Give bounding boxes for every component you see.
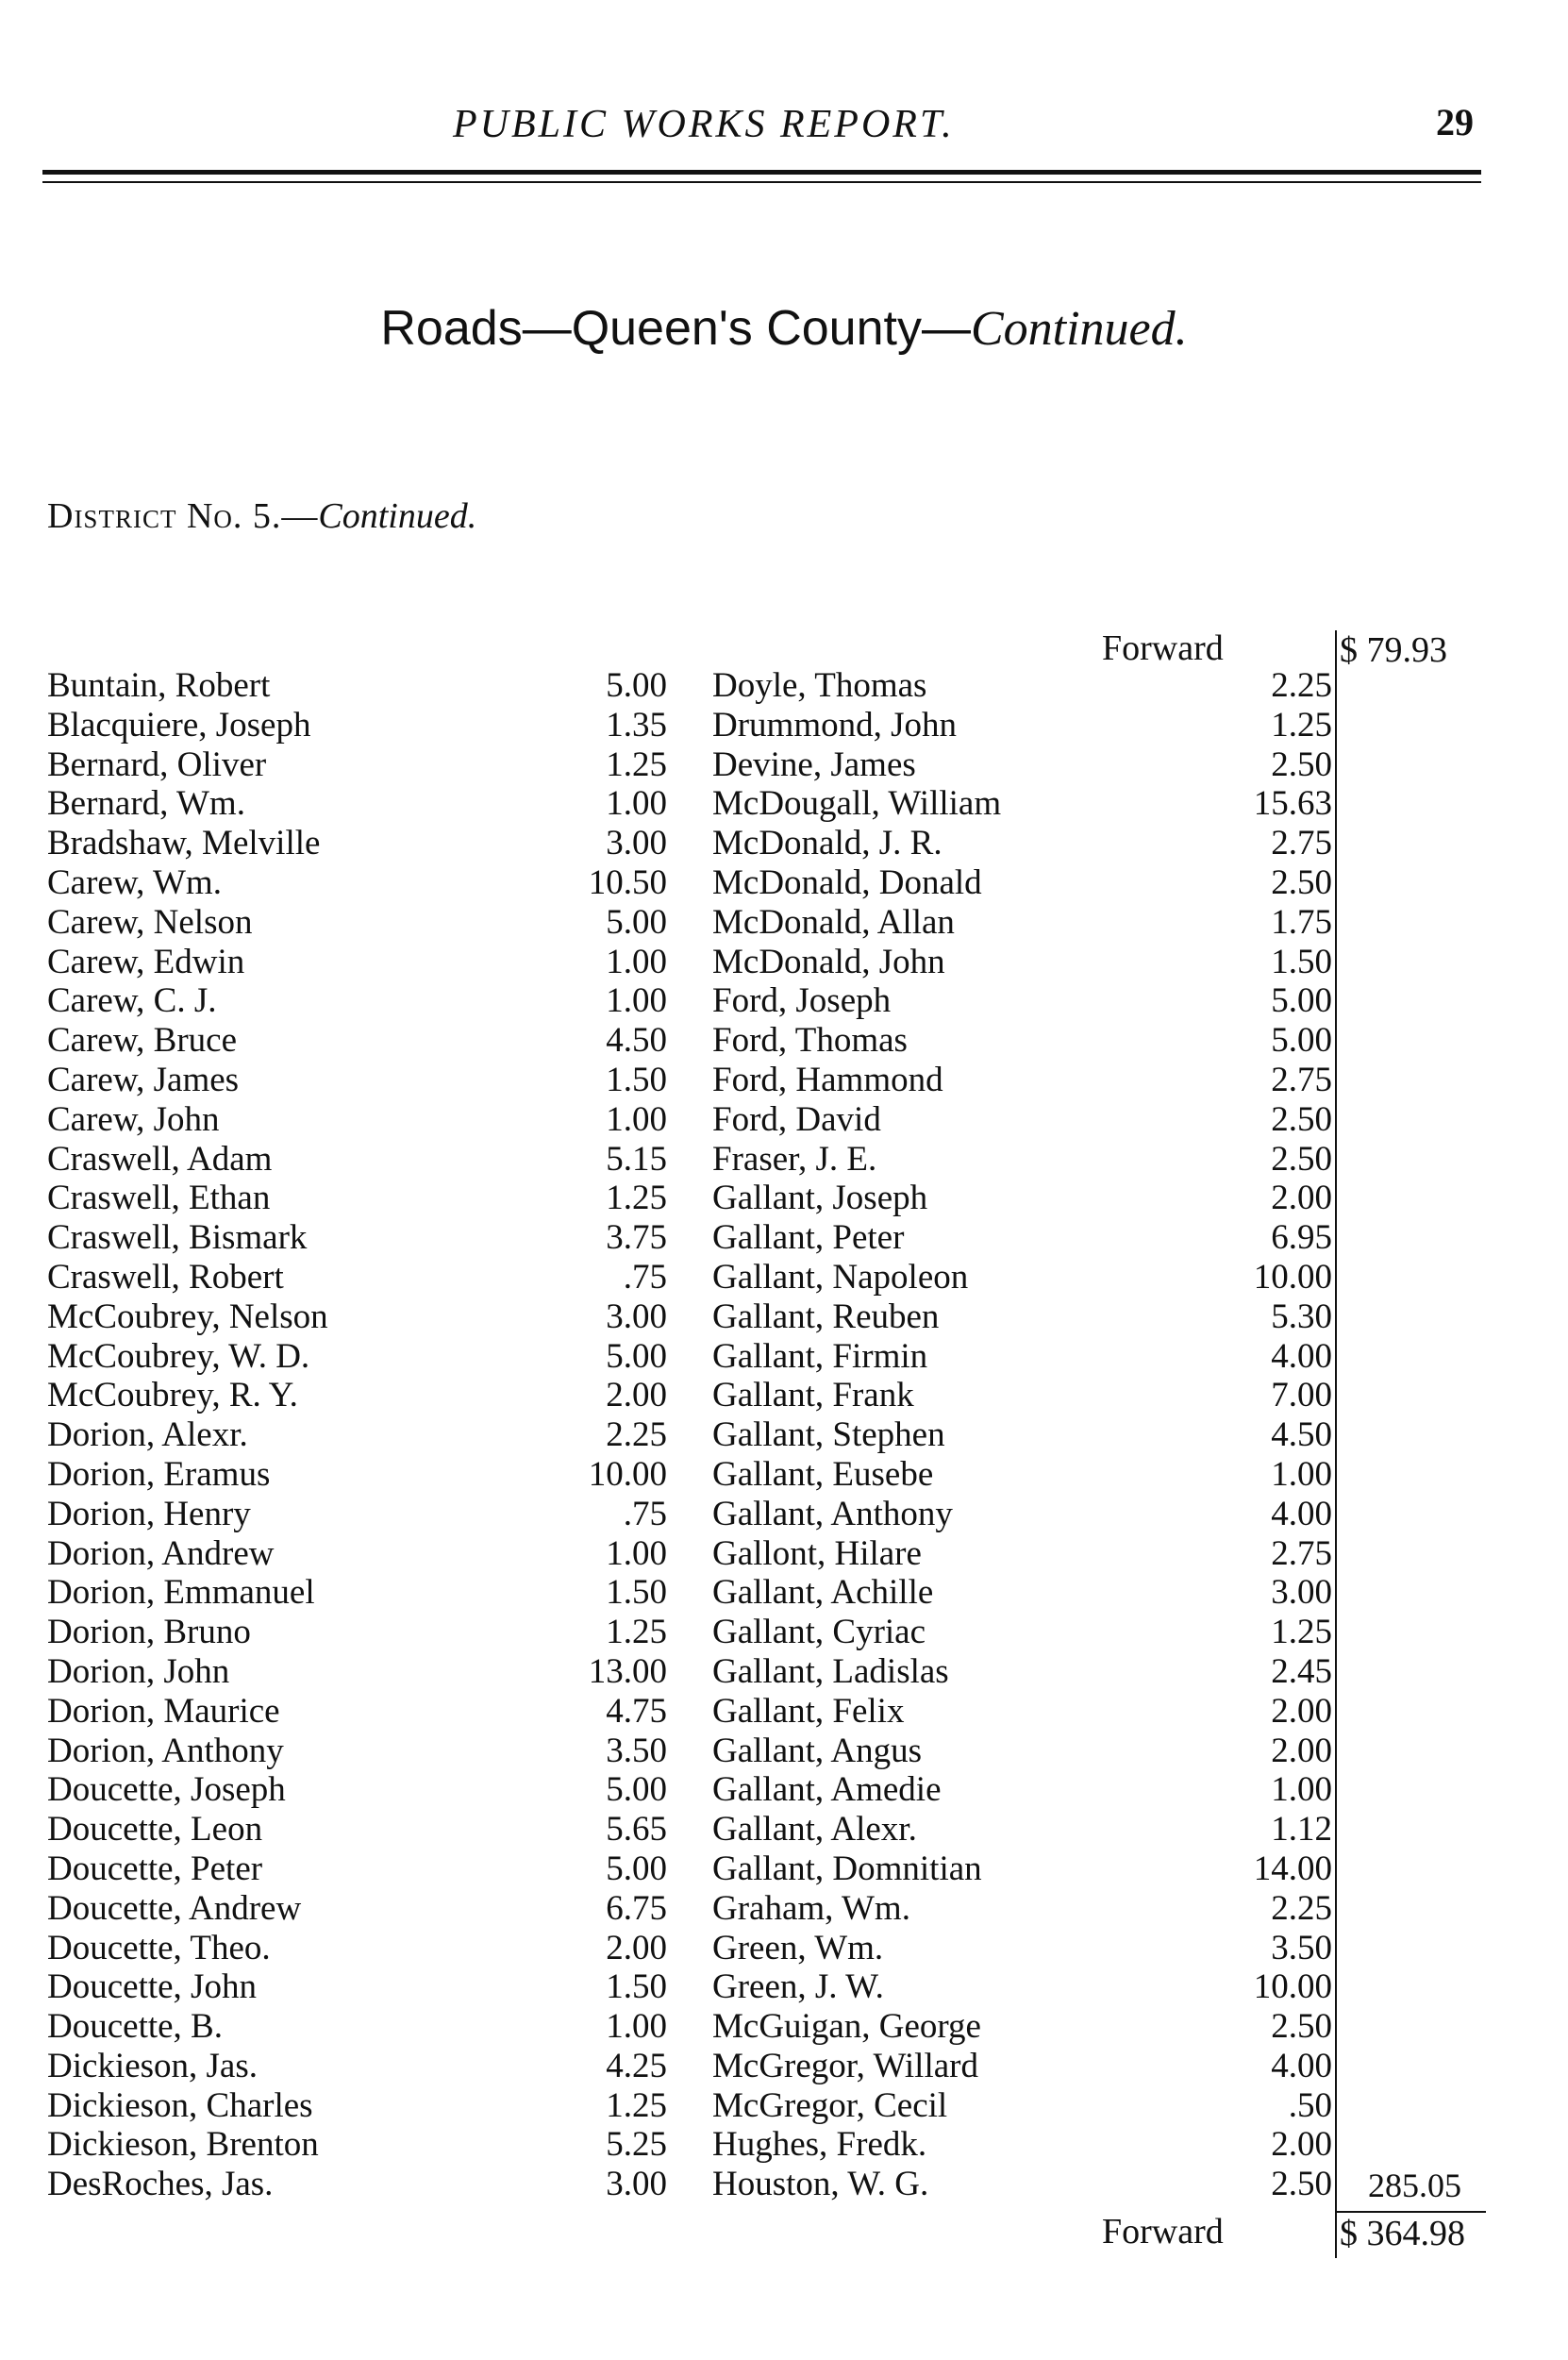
right-name: Gallant, Frank	[712, 1376, 914, 1415]
right-amount: 4.50	[1271, 1415, 1332, 1455]
right-name: Gallant, Achille	[712, 1573, 934, 1613]
right-amount: 1.75	[1271, 902, 1332, 942]
district-label: District No. 5.—	[47, 496, 319, 536]
left-name: Craswell, Bismark	[47, 1218, 308, 1258]
left-name: Doucette, John	[47, 1967, 257, 2007]
left-name: Carew, James	[47, 1060, 240, 1099]
subtotal-amount: 285.05	[1368, 2167, 1461, 2204]
left-amount: 1.25	[606, 1179, 667, 1218]
table-row	[0, 980, 1568, 1020]
right-amount: 1.50	[1271, 942, 1332, 981]
left-amount: 5.00	[606, 1849, 667, 1888]
right-amount: 3.50	[1271, 1928, 1332, 1967]
left-amount: 5.00	[606, 1770, 667, 1810]
left-amount: 3.00	[606, 1297, 667, 1336]
right-name: McDonald, J. R.	[712, 824, 942, 863]
right-amount: 2.50	[1271, 2165, 1332, 2204]
left-amount: 3.50	[606, 1731, 667, 1770]
table-row	[0, 2046, 1568, 2085]
left-amount: 1.50	[606, 1060, 667, 1099]
right-amount: 7.00	[1271, 1376, 1332, 1415]
left-amount: 1.25	[606, 2085, 667, 2125]
left-name: Craswell, Ethan	[47, 1179, 271, 1218]
right-name: Fraser, J. E.	[712, 1139, 877, 1179]
right-amount: 15.63	[1253, 784, 1332, 824]
right-name: Gallont, Hilare	[712, 1533, 922, 1573]
right-amount: 2.50	[1271, 1139, 1332, 1179]
right-amount: 4.00	[1271, 1494, 1332, 1533]
table-row	[0, 1217, 1568, 1257]
table-row	[0, 1691, 1568, 1731]
left-amount: 3.00	[606, 2165, 667, 2204]
table-row	[0, 1888, 1568, 1928]
left-amount: 5.65	[606, 1810, 667, 1850]
left-amount: .75	[623, 1257, 667, 1297]
table-row	[0, 705, 1568, 745]
left-amount: 1.00	[606, 1533, 667, 1573]
right-name: Drummond, John	[712, 705, 957, 745]
table-row	[0, 1336, 1568, 1376]
left-amount: 1.00	[606, 784, 667, 824]
table-row	[0, 1769, 1568, 1809]
right-amount: 2.25	[1271, 1888, 1332, 1928]
right-name: Green, Wm.	[712, 1928, 884, 1967]
right-name: McDonald, Donald	[712, 862, 982, 902]
right-name: Ford, Thomas	[712, 1021, 908, 1061]
right-name: Gallant, Domnitian	[712, 1849, 982, 1888]
left-name: Dickieson, Brenton	[47, 2125, 319, 2165]
left-amount: 13.00	[588, 1651, 667, 1691]
district-continued: Continued.	[318, 496, 477, 536]
table-row	[0, 2006, 1568, 2046]
table-row	[0, 1731, 1568, 1770]
forward-bottom-amount: $ 364.98	[1340, 2214, 1465, 2253]
table-row	[0, 783, 1568, 823]
left-name: Carew, Nelson	[47, 902, 253, 942]
left-amount: 5.00	[606, 902, 667, 942]
table-row	[0, 1178, 1568, 1217]
page-number: 29	[1436, 101, 1474, 143]
left-name: Bernard, Oliver	[47, 745, 267, 784]
forward-top-amount: $ 79.93	[1340, 630, 1447, 670]
left-amount: 5.15	[606, 1139, 667, 1179]
header-rule-thin	[42, 181, 1481, 183]
table-row	[0, 1809, 1568, 1849]
right-name: Gallant, Stephen	[712, 1415, 945, 1455]
table-row	[0, 1533, 1568, 1573]
right-amount: 4.00	[1271, 1336, 1332, 1376]
left-name: Doucette, B.	[47, 2007, 223, 2047]
right-name: Graham, Wm.	[712, 1888, 910, 1928]
right-amount: 1.25	[1271, 705, 1332, 745]
right-name: Gallant, Cyriac	[712, 1613, 926, 1652]
left-name: McCoubrey, R. Y.	[47, 1376, 298, 1415]
left-name: Dorion, Maurice	[47, 1691, 280, 1731]
left-name: Doucette, Andrew	[47, 1888, 302, 1928]
left-name: McCoubrey, Nelson	[47, 1297, 328, 1336]
right-amount: 4.00	[1271, 2046, 1332, 2085]
table-row	[0, 1257, 1568, 1297]
table-row	[0, 665, 1568, 705]
left-amount: 1.00	[606, 2007, 667, 2047]
left-amount: 4.25	[606, 2046, 667, 2085]
right-amount: 3.00	[1271, 1573, 1332, 1613]
right-name: Gallant, Reuben	[712, 1297, 940, 1336]
left-amount: 1.25	[606, 745, 667, 784]
left-amount: 10.00	[588, 1454, 667, 1494]
left-name: Dorion, Bruno	[47, 1613, 251, 1652]
right-amount: 2.00	[1271, 1691, 1332, 1731]
table-row	[0, 1849, 1568, 1888]
right-amount: 5.00	[1271, 1021, 1332, 1061]
left-name: Dickieson, Charles	[47, 2085, 313, 2125]
right-amount: .50	[1288, 2085, 1332, 2125]
table-row	[0, 1651, 1568, 1691]
ledger-rows	[0, 665, 1568, 2203]
left-amount: 2.25	[606, 1415, 667, 1455]
right-name: McDonald, Allan	[712, 902, 955, 942]
table-row	[0, 1297, 1568, 1336]
section-title-main: Roads—Queen's County—	[380, 301, 971, 356]
left-amount: 4.75	[606, 1691, 667, 1731]
left-amount: 1.35	[606, 705, 667, 745]
left-amount: 4.50	[606, 1021, 667, 1061]
table-row	[0, 1020, 1568, 1060]
right-name: Gallant, Anthony	[712, 1494, 953, 1533]
right-name: Gallant, Felix	[712, 1691, 905, 1731]
table-row	[0, 2164, 1568, 2203]
left-name: Buntain, Robert	[47, 666, 271, 705]
right-name: McGuigan, George	[712, 2007, 981, 2047]
section-title-continued: Continued.	[970, 302, 1188, 356]
right-name: Green, J. W.	[712, 1967, 884, 2007]
running-title: PUBLIC WORKS REPORT.	[453, 103, 955, 146]
table-row	[0, 1572, 1568, 1612]
left-amount: .75	[623, 1494, 667, 1533]
left-name: Doucette, Joseph	[47, 1770, 286, 1810]
right-name: Ford, David	[712, 1099, 881, 1139]
left-name: Dorion, Eramus	[47, 1454, 271, 1494]
right-name: McDougall, William	[712, 784, 1002, 824]
left-name: Blacquiere, Joseph	[47, 705, 311, 745]
left-amount: 1.00	[606, 942, 667, 981]
right-name: Gallant, Napoleon	[712, 1257, 969, 1297]
left-name: Doucette, Leon	[47, 1810, 263, 1850]
table-row	[0, 1494, 1568, 1533]
left-name: Dorion, Andrew	[47, 1533, 275, 1573]
right-amount: 1.12	[1271, 1810, 1332, 1850]
left-name: McCoubrey, W. D.	[47, 1336, 310, 1376]
section-title	[0, 300, 1568, 357]
left-name: Craswell, Adam	[47, 1139, 273, 1179]
left-amount: 6.75	[606, 1888, 667, 1928]
left-name: Bradshaw, Melville	[47, 824, 321, 863]
right-amount: 2.45	[1271, 1651, 1332, 1691]
right-amount: 2.25	[1271, 666, 1332, 705]
forward-bottom-label: Forward	[1102, 2212, 1224, 2251]
right-amount: 14.00	[1253, 1849, 1332, 1888]
left-amount: 5.00	[606, 666, 667, 705]
table-row	[0, 1139, 1568, 1179]
table-row	[0, 902, 1568, 942]
left-name: Dorion, Emmanuel	[47, 1573, 315, 1613]
left-amount: 5.25	[606, 2125, 667, 2165]
right-amount: 2.75	[1271, 1533, 1332, 1573]
right-amount: 5.00	[1271, 981, 1332, 1021]
left-amount: 1.25	[606, 1613, 667, 1652]
right-name: Ford, Hammond	[712, 1060, 943, 1099]
right-name: McGregor, Willard	[712, 2046, 978, 2085]
right-amount: 2.00	[1271, 2125, 1332, 2165]
table-row	[0, 2085, 1568, 2125]
right-amount: 2.75	[1271, 1060, 1332, 1099]
table-row	[0, 1928, 1568, 1967]
table-row	[0, 1967, 1568, 2006]
left-amount: 1.50	[606, 1967, 667, 2007]
left-name: Dorion, Anthony	[47, 1731, 284, 1770]
forward-top-label: Forward	[1102, 628, 1224, 668]
left-name: Dorion, Henry	[47, 1494, 251, 1533]
right-amount: 2.00	[1271, 1731, 1332, 1770]
left-name: Carew, Wm.	[47, 862, 222, 902]
left-amount: 2.00	[606, 1376, 667, 1415]
left-name: Dorion, John	[47, 1651, 230, 1691]
right-name: Gallant, Joseph	[712, 1179, 928, 1218]
left-name: Carew, John	[47, 1099, 220, 1139]
right-amount: 10.00	[1253, 1967, 1332, 2007]
right-name: Doyle, Thomas	[712, 666, 927, 705]
table-row	[0, 823, 1568, 862]
right-name: Gallant, Amedie	[712, 1770, 942, 1810]
table-row	[0, 1454, 1568, 1494]
right-amount: 2.00	[1271, 1179, 1332, 1218]
right-name: Gallant, Ladislas	[712, 1651, 949, 1691]
table-row	[0, 745, 1568, 784]
left-amount: 10.50	[588, 862, 667, 902]
table-row	[0, 1060, 1568, 1099]
table-row	[0, 1375, 1568, 1414]
table-row	[0, 1099, 1568, 1139]
left-name: Carew, C. J.	[47, 981, 217, 1021]
right-amount: 2.50	[1271, 2007, 1332, 2047]
right-amount: 2.50	[1271, 745, 1332, 784]
right-amount: 6.95	[1271, 1218, 1332, 1258]
table-row	[0, 1612, 1568, 1651]
right-name: Gallant, Angus	[712, 1731, 922, 1770]
left-amount: 1.50	[606, 1573, 667, 1613]
right-amount: 2.50	[1271, 1099, 1332, 1139]
right-amount: 1.00	[1271, 1770, 1332, 1810]
right-name: McDonald, John	[712, 942, 945, 981]
right-name: Gallant, Alexr.	[712, 1810, 917, 1850]
right-amount: 5.30	[1271, 1297, 1332, 1336]
table-row	[0, 862, 1568, 902]
left-name: Carew, Edwin	[47, 942, 245, 981]
right-amount: 1.00	[1271, 1454, 1332, 1494]
right-name: Hughes, Fredk.	[712, 2125, 927, 2165]
table-row	[0, 942, 1568, 981]
left-name: Dickieson, Jas.	[47, 2046, 258, 2085]
right-name: Gallant, Peter	[712, 1218, 905, 1258]
left-name: DesRoches, Jas.	[47, 2165, 274, 2204]
right-name: Gallant, Firmin	[712, 1336, 928, 1376]
left-name: Doucette, Theo.	[47, 1928, 271, 1967]
left-name: Carew, Bruce	[47, 1021, 238, 1061]
right-name: Ford, Joseph	[712, 981, 892, 1021]
district-heading	[47, 495, 476, 537]
left-name: Dorion, Alexr.	[47, 1415, 248, 1455]
left-amount: 3.00	[606, 824, 667, 863]
header-rule-thick	[42, 170, 1481, 175]
left-amount: 1.00	[606, 981, 667, 1021]
table-row	[0, 2124, 1568, 2164]
right-amount: 1.25	[1271, 1613, 1332, 1652]
left-amount: 2.00	[606, 1928, 667, 1967]
right-amount: 10.00	[1253, 1257, 1332, 1297]
right-name: McGregor, Cecil	[712, 2085, 948, 2125]
right-name: Houston, W. G.	[712, 2165, 929, 2204]
left-name: Doucette, Peter	[47, 1849, 263, 1888]
left-name: Bernard, Wm.	[47, 784, 245, 824]
right-amount: 2.50	[1271, 862, 1332, 902]
right-amount: 2.75	[1271, 824, 1332, 863]
left-name: Craswell, Robert	[47, 1257, 284, 1297]
left-amount: 5.00	[606, 1336, 667, 1376]
right-name: Devine, James	[712, 745, 916, 784]
right-name: Gallant, Eusebe	[712, 1454, 934, 1494]
left-amount: 1.00	[606, 1099, 667, 1139]
table-row	[0, 1414, 1568, 1454]
left-amount: 3.75	[606, 1218, 667, 1258]
